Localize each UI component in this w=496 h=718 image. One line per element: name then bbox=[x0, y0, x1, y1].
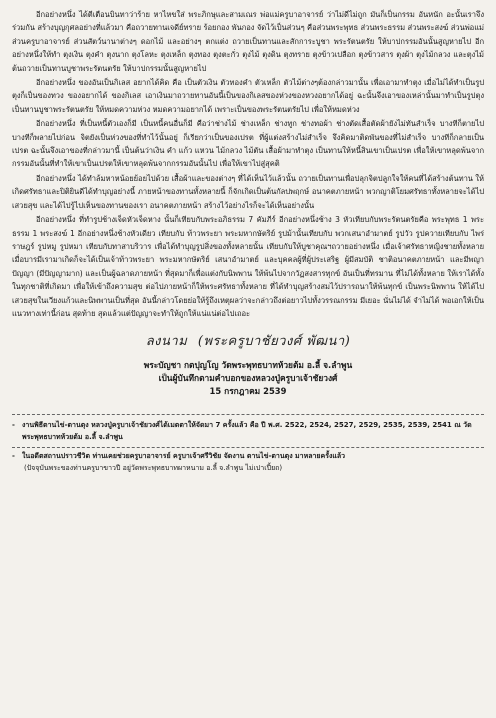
bullet-icon: - bbox=[12, 452, 15, 461]
document-date: 15 กรกฎาคม 2539 bbox=[209, 386, 287, 397]
body-text bbox=[12, 8, 484, 320]
paragraph-3: อีกอย่างหนึ่ง ที่เป็นหนี้ตัวเองก็มี เป็นหนี้คนอื่นก็มี คือว่าช่างไม้ ช่างเหล็ก ช่างทูก ช่างทอผ้า ช่างตัดเสื้อตัดผ้ายังไม่ทันสำเร็จ บางทีก็ตายไป บางทีก็พลายไปก่อน จิตยังเป็นห่วงของที่ทำไว้นั้นอยู่ ก็เรียกว่าเป็นของเปรต ที่ผู้แต่งสร้างไม่สำเร็จ จึงคิดมาติดพันของที่ไม่สำเร็จ บางทีก็กลายเป็นเปรต ฉะนั้นจึงเอาของที่กล่าวมานี้ เป็นต้นว่าเงิน คำ แก้ว แหวน ไม้กลวง ไม้ตัน เสื้อผ้ามาทำตุง เป็นทานให้หนี้สินเขาเป็นเปรต เพื่อให้เขาหลุดพ้นจากกรรมอันนั้นที่ทำให้เขาเป็นเปรตให้เขาหลุดพ้นจากกรรมอันนั้นไป เพื่อให้เขาไปสู่สุคติ bbox=[12, 119, 484, 169]
paragraph-5: อีกอย่างหนึ่ง ที่ทำรูปช้างเจ็ดหัวเจ็ดหาง นั้นก็เทียบกับพระอภิธรรม 7 คัมภีร์ อีกอย่างหนึ่งช้าง 3 หัวเทียบกับพระรัตนตรัยคือ พระพุทธ 1 พระธรรม 1 พระสงฆ์ 1 อีกอย่างหนึ่งช้างหัวเดียว เทียบกับ ท้าวพระยา พระมหากษัตริย์ รูปม้านั้นเทียบกับ พวกเสนาอำมาตย์ รูปวัว รูปควายเทียบกับ ไพร่ราษฎร์ รูปหมู รูปหมา เทียบกับทาสาบริวาร เพื่อได้ทำบุญรูปสิ่งของทั้งหลายนั้น เทียบกับให้บูชาคุณฯถวายอย่างหนึ่ง เมื่อเจ้าศรัทธาหญิงชายทั้งหลาย เมื่อบารมีเรามาเกิดก็จะได้เป็นเจ้าท้าวพระยา พระมหากษัตริย์ เสนาอำมาตย์ และบุคคลผู้ที่ผู้ประเสริฐ ผู้มีสมบัติ ชาติอนาคตภายหน้า และมีพญาปัญญา (มีปัญญามาก) และเป็นผู้ฉลาดภายหน้า ที่สุดมาก็เพื่อแต่งกับนิพพาน ให้พ้นไปจากวัฏสงสารทุกข์ อันเป็นที่ทรมาน ที่ไม่ได้ทั้งหลาย ให้เราได้ทั้งในทุกชาติที่เกิดมา เพื่อให้เข้าถึงความสุข ต่อไปภายหน้าก็ให้พระศรัทธาทั้งหลาย ที่ได้ทำบุญสร้างสมไว้ปรารถนาให้พ้นทุกข์ เป็นพระนิพพาน ให้ได้ไปเสวยสุขในเวียงแก้วและนิพพานเป็นที่สุด อันนี้กล่าวโดยย่อให้รู้ถึงเหตุผลว่าจะกล่าวถึงต่อยาวไปทั้งวรรณกรรม มีเยอะ นั่นไม่ได้ จำไม่ได้ พอเอกให้เป็นแนวทางเท่านี้ก่อน สุดท้าย สุดแล้วแต่ปัญญาจะทำให้ถูกให้แน่แน่ต่อไปเถอะ bbox=[12, 215, 484, 318]
bullet-icon: - bbox=[12, 421, 15, 430]
footnote-2: - ในอดีตสถานปราวชีวิต ท่านเคยช่วยครูบาอาจารย์ ครูบาเจ้าศรีวิชัย จัดงาน ตานไข่-ตานตุง มาหลายครั้งแล้ว bbox=[12, 451, 484, 463]
signature-block bbox=[12, 330, 484, 398]
recorder-name: พระบัญชา กตปุญโญ วัดพระพุทธบาทห้วยต้ม อ.ลี้ จ.ลำพูน bbox=[143, 360, 353, 371]
paragraph-4: อีกอย่างหนึ่ง ได้ทำล้มหาหน้อยย้อยไปด้วย เสื้อผ้าและของต่างๆ ที่ได้เห็นไว้แล้วนั้น ถวายเป็นทานเพื่อปลุกจิตปลูกใจให้คนที่ได้สร้างต้นทาน ให้เกิดศรัทธาและปิติยินดีได้ทำบุญอย่างนี้ ภายหน้าของทานทั้งหลายนี้ ก็จักเกิดเป็นต้นกัลปพฤกษ์ อนาคตภายหน้า พวกญาติโยมศรัทธาทั้งหลายจะได้ไปเสวยสุข และได้ไปรู้ไปเห็นของทานของเรา อนาคตภายหน้า สร้างไว้อย่างไรก็จะได้เห็นอย่างนั้น bbox=[12, 173, 484, 210]
note-divider bbox=[12, 447, 484, 448]
footnote-1: - งานพิธีตานไข่-ตานตุง หลวงปู่ครูบาเจ้าชัยวงศ์ได้เมตตาให้จัดมา 7 ครั้งแล้ว คือ ปี พ.ศ. 2522, 2524, 2527, 2529, 2535, 2539, 2541 ณ วัดพระพุทธบาทห้วยต้ม อ.ลี้ จ.ลำพูน bbox=[12, 421, 472, 441]
handwritten-signature bbox=[12, 330, 484, 351]
recorder-role: เป็นผู้บันทึกตามคำบอกของหลวงปู่ครูบาเจ้าชัยวงศ์ bbox=[158, 373, 338, 384]
footnotes bbox=[12, 414, 484, 474]
signature-label: ลงนาม bbox=[145, 334, 188, 350]
paragraph-1: อีกอย่างหนึ่ง ได้ตีเตือนบินทาว่าร้าย หาไหขใส่ พระภิกษุและสามเณร พ่อแม่ครูบาอาจารย์ ว่าไม่ดีไม่ถูก มันก็เป็นกรรม อันหนัก อะนั้นเราจึงร่วมกัน สร้างบุญกุศลอย่างที่แล้วมา คือถวายทานเจดีย์ทราย ร้อยกอง พันกอง จัดไว้เป็นส่วนๆ คือส่วนพระพุทธ ส่วนพระธรรม ส่วนพระสงฆ์ ส่วนพ่อแม่ ส่วนครูบาอาจารย์ ส่วนสัตว์นานาต่างๆ ดอกไม้ และอย่างๆ ตกแต่ง ถวายเป็นทานและสักการะบูชา พระรัตนตรัย ให้บาปกรรมอันนั้นสูญหายไป อีกอย่างหนึ่งให้ทำ ตุงเงิน ตุงคำ ตุงนาก ตุงโลหะ ตุงเหล็ก ตุงทอง ตุงตะกั่ว ตุงไม้ ตุงดิน ตุงทราย ตุงข้าวเปลือก ตุงข้าวสาร ตุงผ้า ตุงไม้กลวง และตุงไม้ต้นถวายเป็นทานบูชาพระรัตนตรัย ให้บาปกรรมนั้นสูญหายไป bbox=[12, 10, 484, 73]
footnote-2-paren: (ปัจจุบันพระของท่านครูบาขาวปี อยู่วัดพระพุทธบาทผาหนาม อ.ลี้ จ.ลำพูน ไม่เปาเปี้ยถ) bbox=[24, 463, 283, 472]
signature-name: (พระครูบาชัยวงศ์ พัฒนา) bbox=[197, 334, 351, 350]
paragraph-2: อีกอย่างหนึ่ง ของอันเป็นกิเลส อยากได้คิด คือ เป็นตัวเงิน ตัวทองคำ ตัวเหล็ก ตัวไม้ต่างๆต้องกล่าวมานั้น เพื่อเอามาทำตุง เมื่อไม่ได้ทำเป็นรูปตุงก็เป็นของทวง ของอยากได้ ของกิเลส เอาเงินมาถวายทานอันนี้เป็นของกิเลสของห่วงของหวงอยากได้อยู่ ฉะนั้นจึงเอาของเหล่านั้นมาทำเป็นรูปตุง เป็นทานบูชาพระรัตนตรัย ให้หมดความห่วง หมดความอยากได้ เพราะเป็นของพระรัตนตรัยไป เพื่อให้หมดห่วง bbox=[12, 78, 484, 114]
